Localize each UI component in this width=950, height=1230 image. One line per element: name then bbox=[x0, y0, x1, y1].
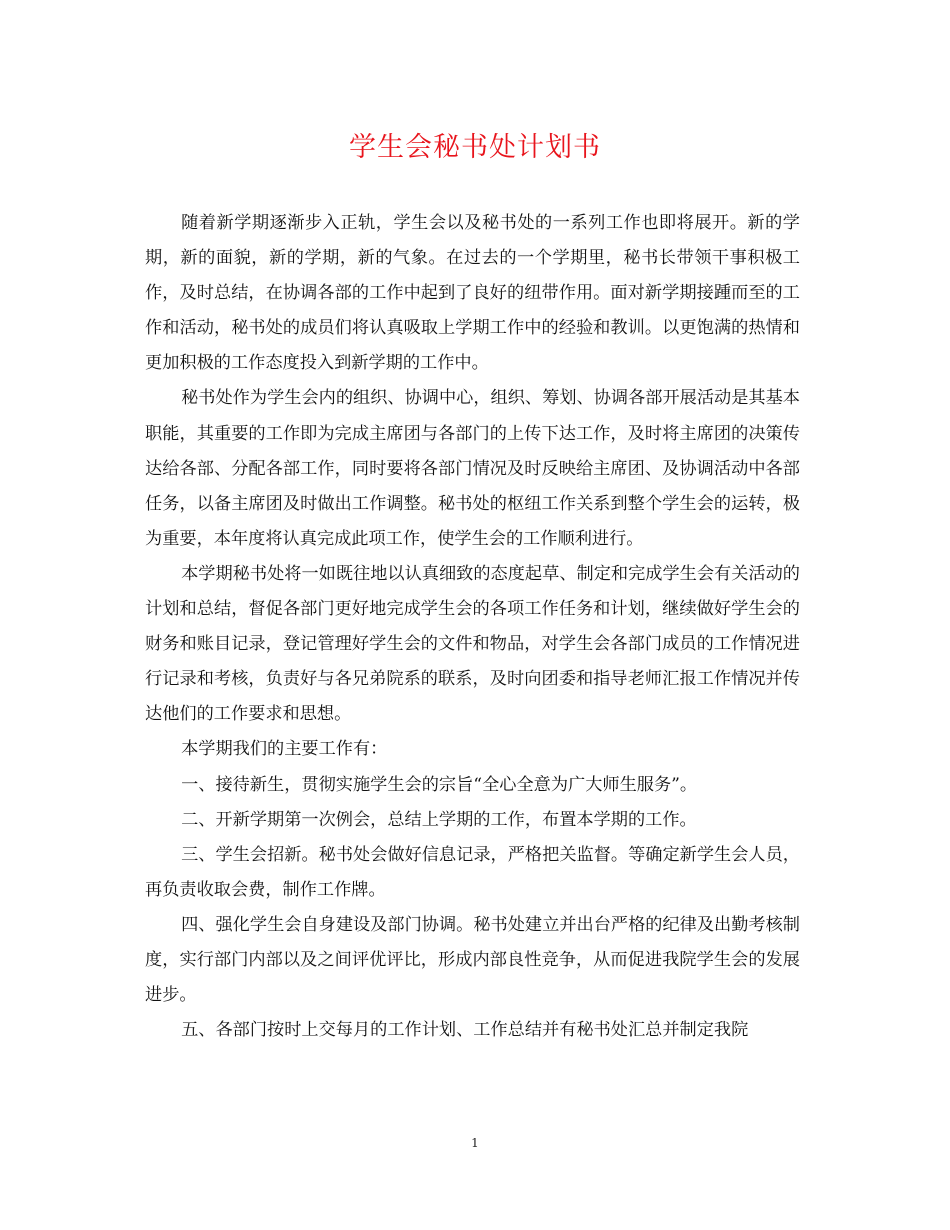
list-item-3: 三、学生会招新。秘书处会做好信息记录，严格把关监督。等确定新学生会人员，再负责收取会费，制作工作牌。 bbox=[145, 844, 800, 900]
list-item-2: 二、开新学期第一次例会，总结上学期的工作，布置本学期的工作。 bbox=[181, 809, 697, 830]
document-title: 学生会秘书处计划书 bbox=[349, 132, 601, 163]
list-item-1: 一、接待新生，贯彻实施学生会的宗旨“全心全意为广大师生服务”。 bbox=[181, 774, 698, 795]
page-number: 1 bbox=[471, 1136, 479, 1150]
list-item-4: 四、强化学生会自身建设及部门协调。秘书处建立并出台严格的纪律及出勤考核制度，实行部门内部以及之间评优评比，形成内部良性竞争，从而促进我院学生会的发展进步。 bbox=[145, 914, 800, 1006]
list-item-5: 五、各部门按时上交每月的工作计划、工作总结并有秘书处汇总并制定我院 bbox=[181, 1020, 749, 1041]
paragraph-duties: 本学期秘书处将一如既往地以认真细致的态度起草、制定和完成学生会有关活动的计划和总结，督促各部门更好地完成学生会的各项工作任务和计划，继续做好学生会的财务和账目记录，登记管理好学生会的文件和物品，对学生会各部门成员的工作情况进行记录和考核，负责好与各兄弟院系的联系，及时向团委和指导老师汇报工作情况并传达他们的工作要求和思想。 bbox=[145, 563, 800, 725]
paragraph-role: 秘书处作为学生会内的组织、协调中心，组织、筹划、协调各部开展活动是其基本职能，其重要的工作即为完成主席团与各部门的上传下达工作，及时将主席团的决策传达给各部、分配各部工作，同时要将各部门情况及时反映给主席团、及协调活动中各部任务，以备主席团及时做出工作调整。秘书处的枢纽工作关系到整个学生会的运转，极为重要，本年度将认真完成此项工作，使学生会的工作顺利进行。 bbox=[145, 388, 800, 549]
paragraph-intro: 随着新学期逐渐步入正轨，学生会以及秘书处的一系列工作也即将展开。新的学期，新的面貌，新的学期，新的气象。在过去的一个学期里，秘书长带领干事积极工作，及时总结，在协调各部的工作中起到了良好的纽带作用。面对新学期接踵而至的工作和活动，秘书处的成员们将认真吸取上学期工作中的经验和教训。以更饱满的热情和更加积极的工作态度投入到新学期的工作中。 bbox=[145, 213, 800, 374]
document-body bbox=[145, 206, 800, 1048]
paragraph-main-work-heading: 本学期我们的主要工作有： bbox=[181, 739, 388, 760]
